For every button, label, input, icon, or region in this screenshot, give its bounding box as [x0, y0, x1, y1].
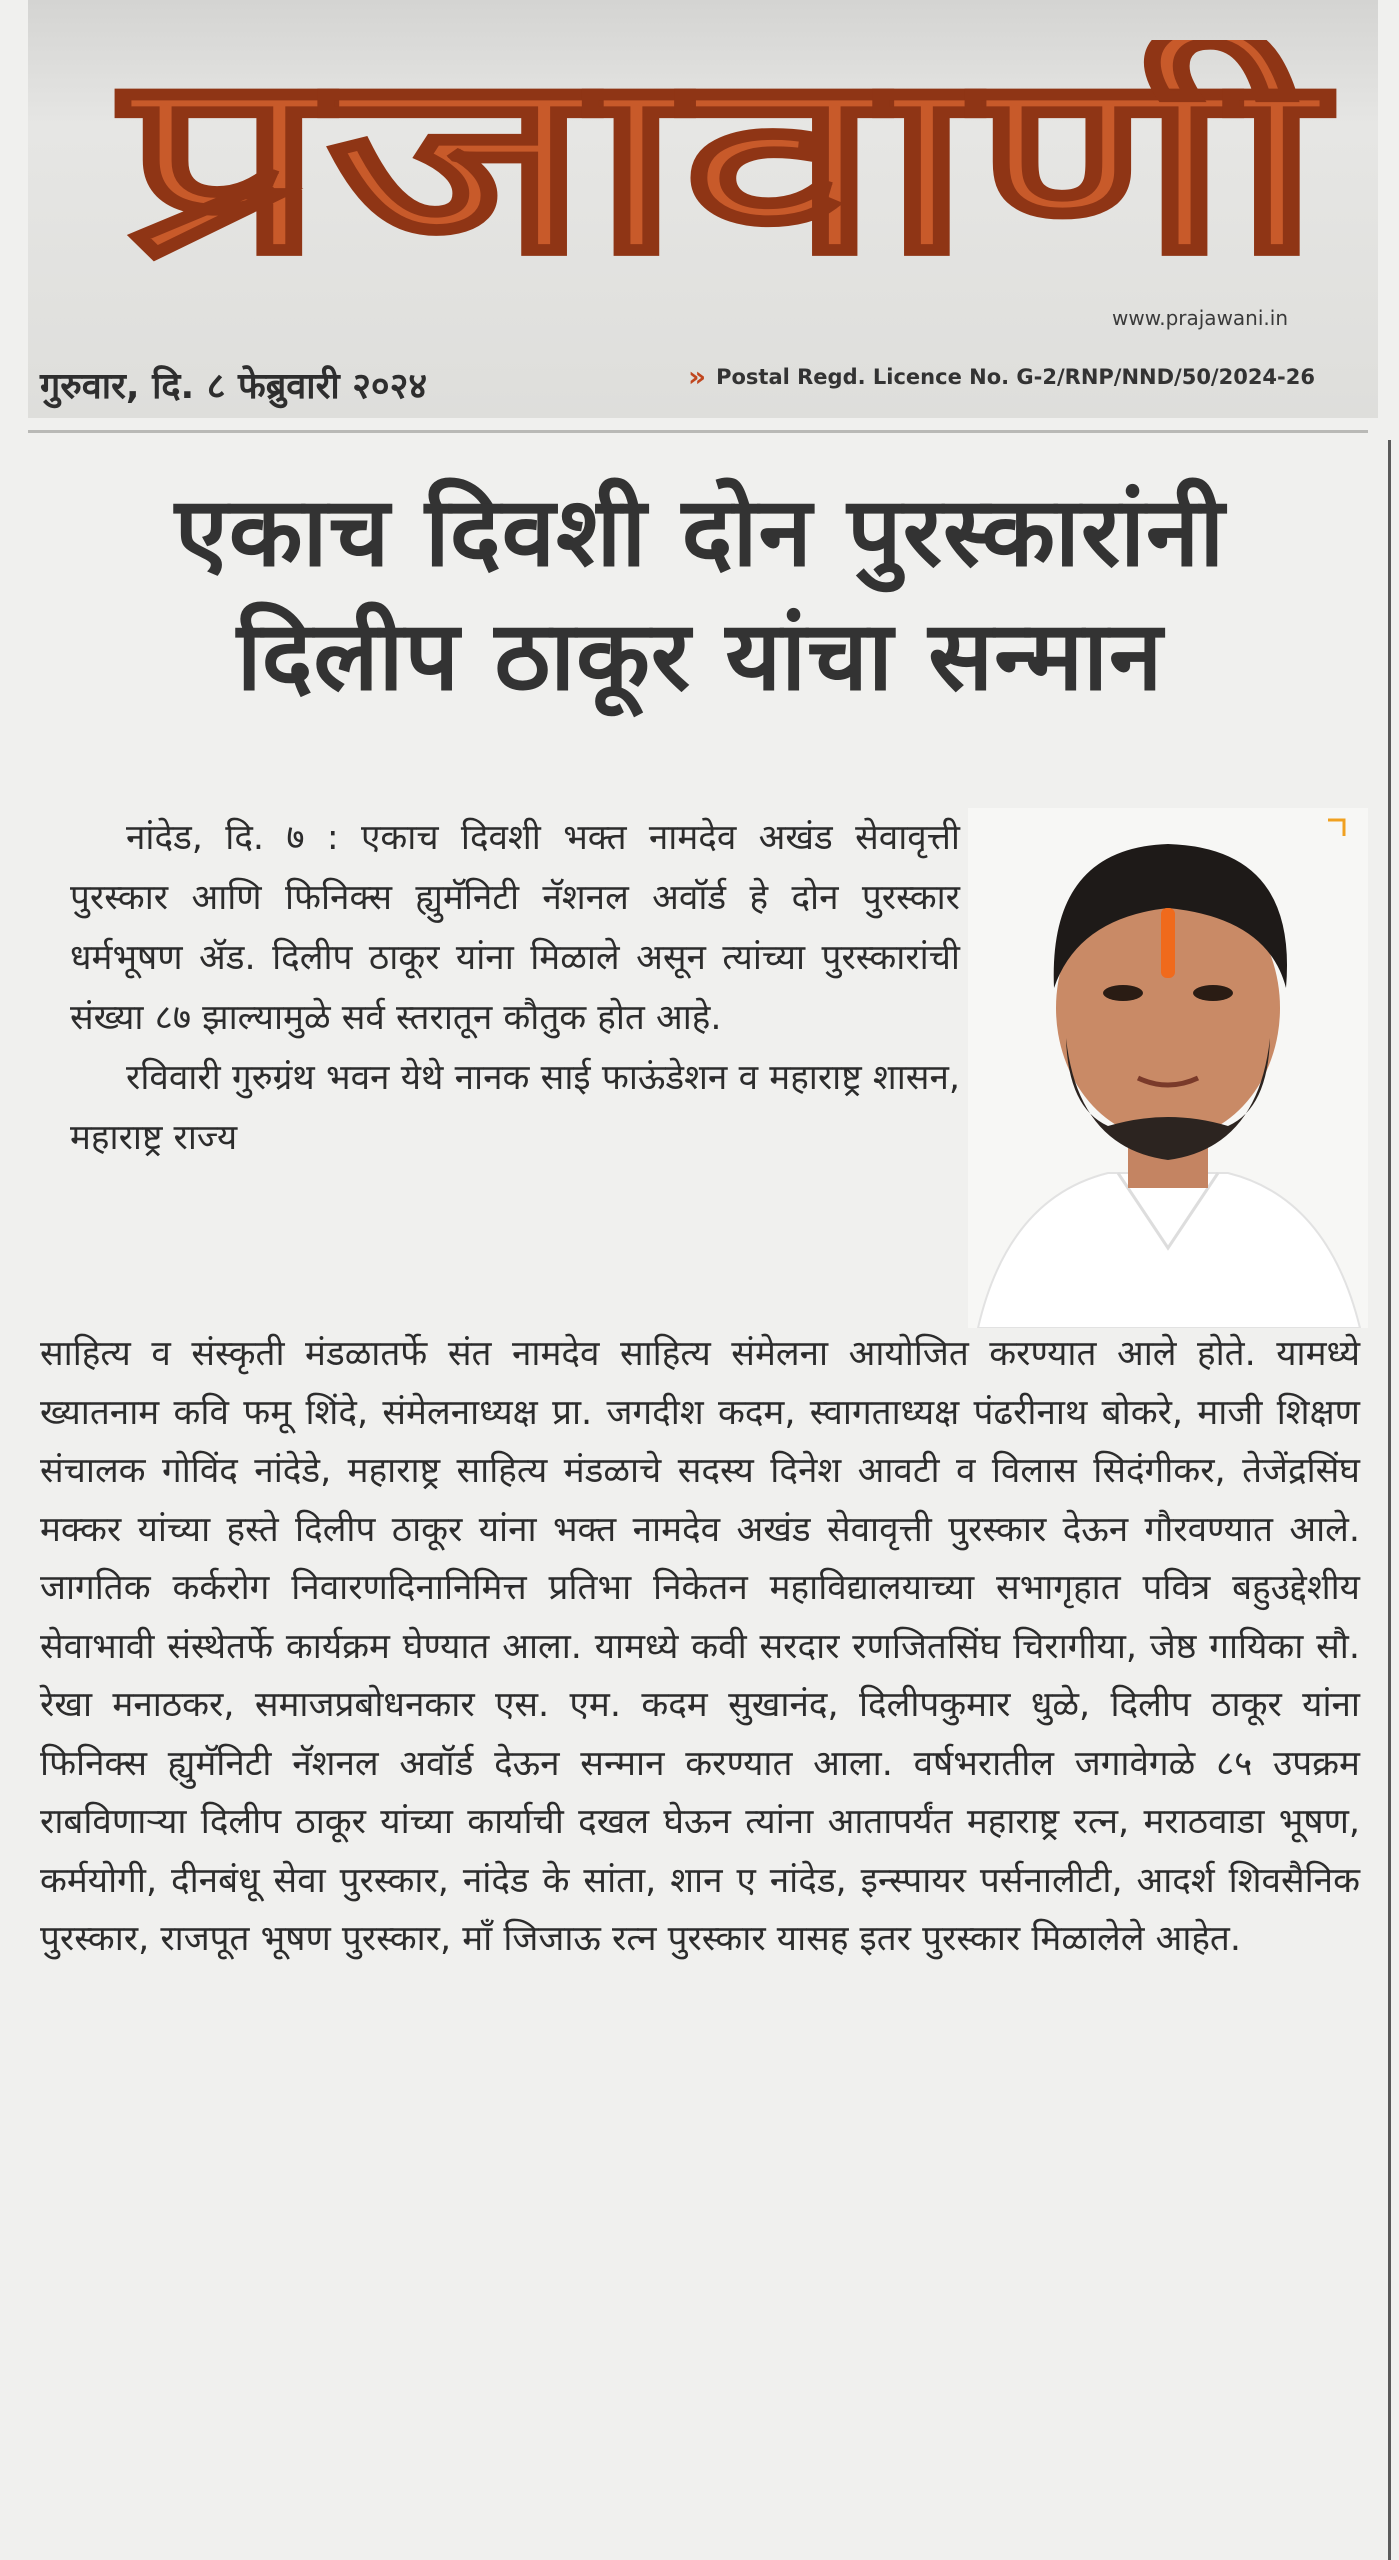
licence-text: Postal Regd. Licence No. G-2/RNP/NND/50/2024-26: [716, 364, 1315, 389]
masthead-divider: [28, 430, 1368, 433]
headline-line-1: एकाच दिवशी दोन पुरस्कारांनी: [174, 476, 1226, 588]
article-body-top: [70, 808, 960, 1168]
portrait-illustration: [968, 808, 1368, 1328]
column-edge-rule: [1388, 440, 1391, 2560]
double-chevron-right-icon: »: [688, 360, 707, 393]
logo-text: प्रजावाणी: [117, 40, 1335, 309]
paragraph-1: नांदेड, दि. ७ : एकाच दिवशी भक्त नामदेव अखंड सेवावृत्ती पुरस्कार आणि फिनिक्स ह्युमॅनिटी नॅशनल अवॉर्ड हे दोन पुरस्कार धर्मभूषण ॲड. दिलीप ठाकूर यांना मिळाले असून त्यांच्या पुरस्कारांची संख्या ८७ झाल्यामुळे सर्व स्तरातून कौतुक होत आहे.: [70, 818, 960, 1038]
issue-date: गुरुवार, दि. ८ फेब्रुवारी २०२४: [40, 366, 428, 407]
masthead: [28, 0, 1378, 418]
prajawani-logo: [108, 40, 1338, 310]
headline: [60, 470, 1340, 718]
paragraph-2-rest: साहित्य व संस्कृती मंडळातर्फे संत नामदेव साहित्य संमेलना आयोजित करण्यात आले होते. यामध्ये ख्यातनाम कवि फमू शिंदे, संमेलनाध्यक्ष प्रा. जगदीश कदम, स्वागताध्यक्ष पंढरीनाथ बोकरे, माजी शिक्षण संचालक गोविंद नांदेडे, महाराष्ट्र साहित्य मंडळाचे सदस्य दिनेश आवटी व विलास सिदंगीकर, तेजेंद्रसिंघ मक्कर यांच्या हस्ते दिलीप ठाकूर यांना भक्त नामदेव अखंड सेवावृत्ती पुरस्कार देऊन गौरवण्यात आले. जागतिक कर्करोग निवारणदिनानिमित्त प्रतिभा निकेतन महाविद्यालयाच्या सभागृहात पवित्र बहुउद्देशीय सेवाभावी संस्थेतर्फे कार्यक्रम घेण्यात आला. यामध्ये कवी सरदार रणजितसिंघ चिरागीया, जेष्ठ गायिका सौ. रेखा मनाठकर, समाजप्रबोधनकार एस. एम. कदम सुखानंद, दिलीपकुमार धुळे, दिलीप ठाकूर यांना फिनिक्स ह्युमॅनिटी नॅशनल अवॉर्ड देऊन सन्मान करण्यात आला. वर्षभरातील जगावेगळे ८५ उपक्रम राबविणाऱ्या दिलीप ठाकूर यांच्या कार्याची दखल घेऊन त्यांना आतापर्यंत महाराष्ट्र रत्न, मराठवाडा भूषण, कर्मयोगी, दीनबंधू सेवा पुरस्कार, नांदेड के सांता, शान ए नांदेड, इन्स्पायर पर्सनालीटी, आदर्श शिवसैनिक पुरस्कार, राजपूत भूषण पुरस्कार, माँ जिजाऊ रत्न पुरस्कार यासह इतर पुरस्कार मिळालेले आहेत.: [40, 1334, 1360, 1959]
headline-line-2: दिलीप ठाकूर यांचा सन्मान: [236, 600, 1164, 712]
portrait-photo: [968, 808, 1368, 1328]
article-body-bottom: [40, 1325, 1360, 1969]
paragraph-2-start: रविवारी गुरुग्रंथ भवन येथे नानक साई फाऊंडेशन व महाराष्ट्र शासन, महाराष्ट्र राज्य: [70, 1058, 960, 1158]
website-url: www.prajawani.in: [1111, 306, 1288, 330]
postal-licence: [688, 360, 1315, 393]
